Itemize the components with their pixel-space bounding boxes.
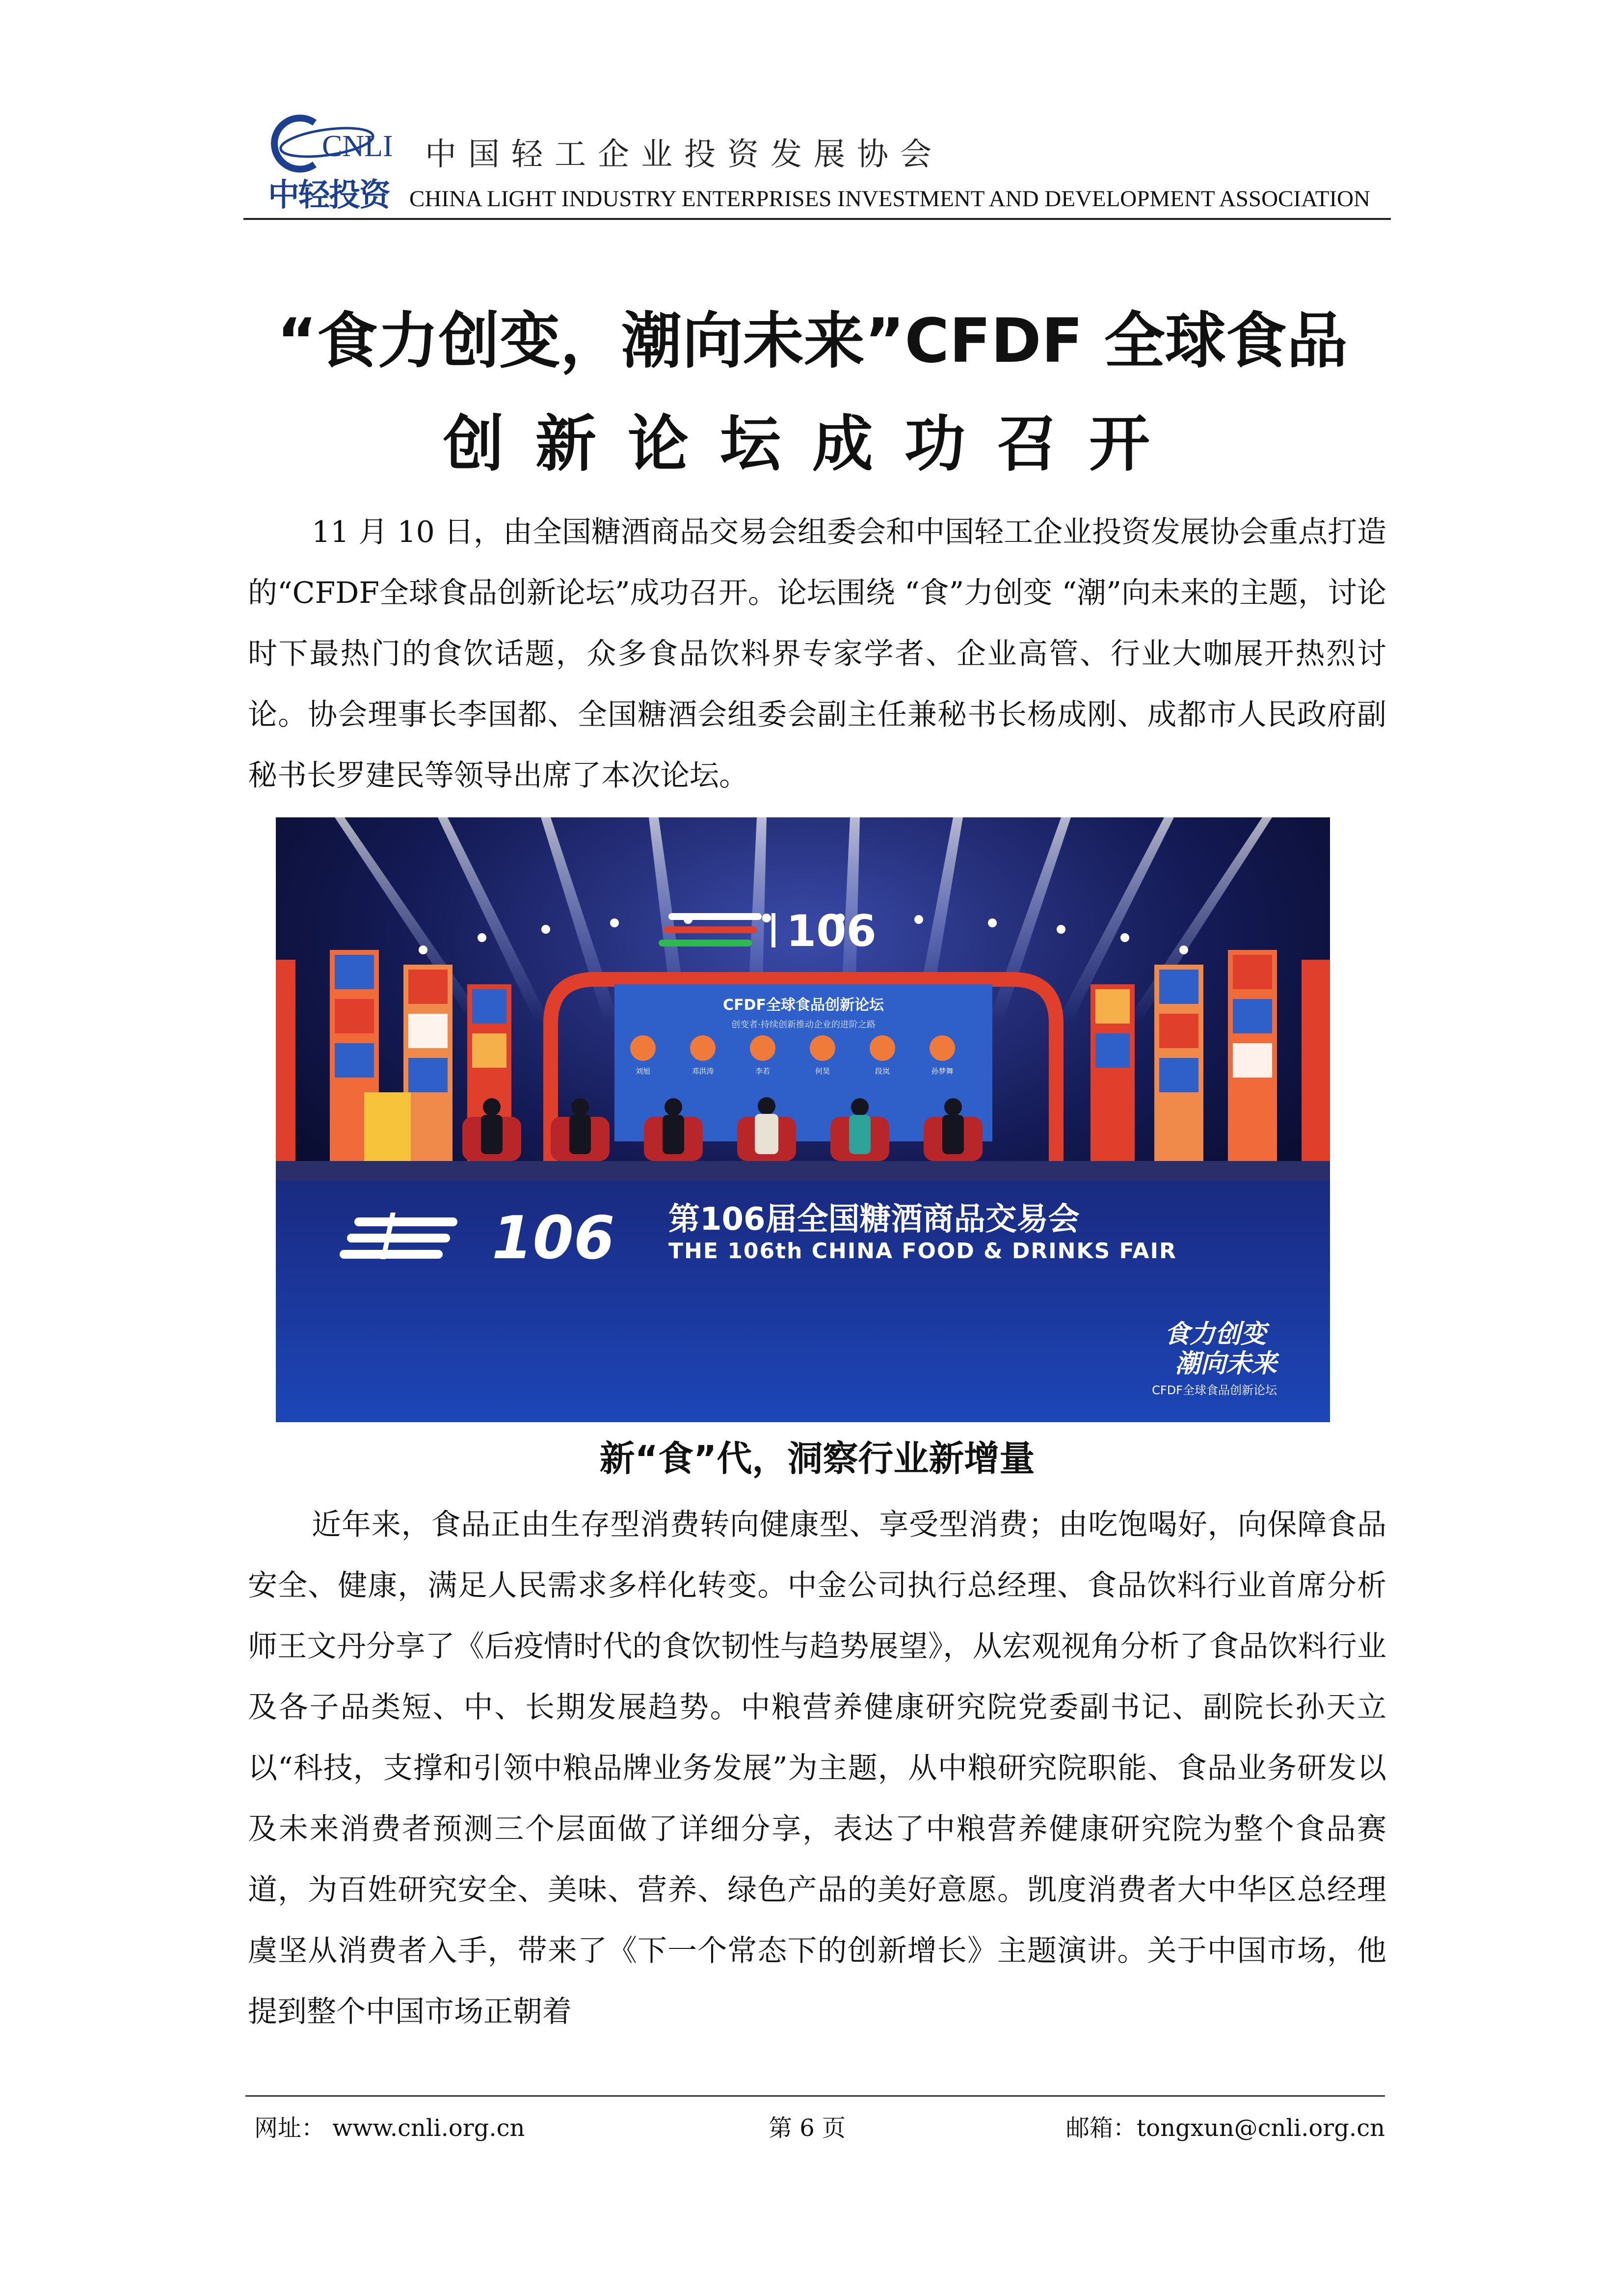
footer-page-number: 第 6 页: [769, 2114, 846, 2142]
footer-divider: [245, 2095, 1385, 2097]
top-logo-number: 106: [786, 906, 877, 956]
page-header: [243, 113, 1392, 221]
cnli-logo: [268, 113, 425, 218]
speaker-name: 邓洪涛: [692, 1067, 714, 1076]
logo-cn-text: 中轻投资: [268, 177, 390, 214]
article-title-line2: 创新论坛成功召开: [443, 409, 1181, 480]
floor-number: 106: [492, 1204, 615, 1272]
speaker-name: 孙梦舞: [931, 1067, 954, 1076]
corner-slogan-line1: 食力创变: [1164, 1320, 1266, 1349]
header-divider: [243, 218, 1391, 220]
article-paragraph-1: 11 月 10 日，由全国糖酒商品交易会组委会和中国轻工企业投资发展协会重点打造的“CFDF全球食品创新论坛”成功召开。论坛围绕 “食”力创变 “潮”向未来的主题，讨论时下最热门的食饮话题，众多食品饮料界专家学者、企业高管、行业大咖展开热烈讨论。协会理事长李国都、全国糖酒会组委会副主任兼秘书长杨成刚、成都市人民政府副秘书长罗建民等领导出席了本次论坛。: [248, 515, 1386, 793]
org-name-en: CHINA LIGHT INDUSTRY ENTERPRISES INVESTMENT AND DEVELOPMENT ASSOCIATION: [409, 186, 1370, 212]
article-title-line1: “食力创变，潮向未来”CFDF 全球食品: [277, 306, 1348, 377]
floor-fair-en: THE 106th CHINA FOOD & DRINKS FAIR: [668, 1239, 1177, 1264]
screen-subtitle: 创变者·持续创新推动企业的进阶之路: [731, 1020, 876, 1030]
corner-slogan-line3: CFDF全球食品创新论坛: [1152, 1383, 1277, 1397]
speaker-name: 段岚: [875, 1067, 890, 1076]
speaker-name: 李若: [755, 1067, 771, 1076]
logo-letters: CNLI: [322, 130, 393, 163]
org-name-cn: 中国轻工企业投资发展协会: [425, 136, 943, 173]
logo-mark-graphic: [268, 113, 425, 174]
forum-stage-photo: [276, 817, 1330, 1422]
screen-title: CFDF全球食品创新论坛: [723, 997, 884, 1014]
page-footer: [245, 2106, 1385, 2150]
article-paragraph-2: 近年来，食品正由生存型消费转向健康型、享受型消费；由吃饱喝好，向保障食品安全、健康，满足人民需求多样化转变。中金公司执行总经理、食品饮料行业首席分析师王文丹分享了《后疫情时代的食饮韧性与趋势展望》，从宏观视角分析了食品饮料行业及各子品类短、中、长期发展趋势。中粮营养健康研究院党委副书记、副院长孙天立以“科技，支撑和引领中粮品牌业务发展”为主题，从中粮研究院职能、食品业务研发以及未来消费者预测三个层面做了详细分享，表达了中粮营养健康研究院为整个食品赛道，为百姓研究安全、美味、营养、绿色产品的美好意愿。凯度消费者大中华区总经理虞坚从消费者入手，带来了《下一个常态下的创新增长》主题演讲。关于中国市场，他提到整个中国市场正朝着: [248, 1508, 1386, 2029]
stage-photo-graphic: [276, 817, 1330, 1422]
section-subheading: 新“食”代，洞察行业新增量: [599, 1438, 1035, 1479]
speaker-name: 何昊: [815, 1067, 830, 1076]
footer-website: 网址： www.cnli.org.cn: [254, 2114, 525, 2142]
footer-email: 邮箱：tongxun@cnli.org.cn: [1065, 2114, 1385, 2142]
speaker-name: 刘旭: [635, 1067, 651, 1076]
floor-fair-cn: 第106届全国糖酒商品交易会: [668, 1201, 1080, 1238]
corner-slogan-line2: 潮向未来: [1174, 1349, 1277, 1378]
